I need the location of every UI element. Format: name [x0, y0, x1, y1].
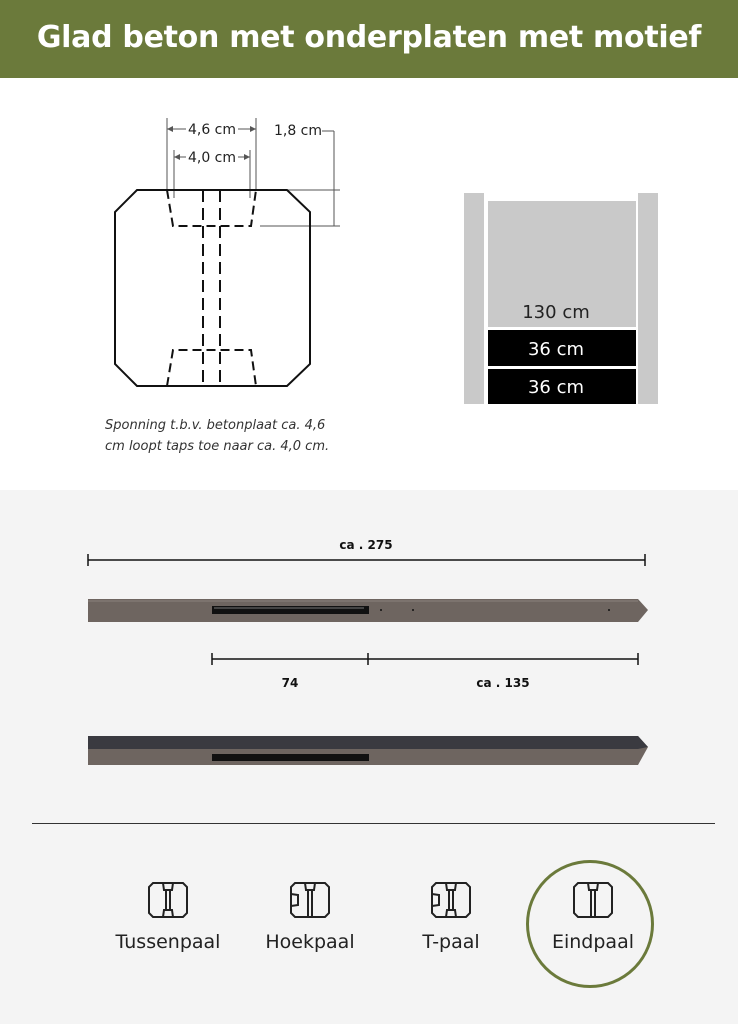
post-type-eindpaal[interactable]	[528, 875, 658, 953]
panel-elevation-drawing	[460, 188, 670, 418]
post-type-tussenpaal[interactable]	[103, 875, 233, 953]
section-divider	[32, 823, 715, 824]
segment-b-label: ca . 135	[476, 676, 530, 690]
hoekpaal-label: Hoekpaal	[265, 931, 355, 953]
post-length-drawing	[0, 490, 738, 790]
post-top-view	[88, 736, 648, 765]
tussenpaal-icon	[146, 875, 190, 923]
caption-line-1: Sponning t.b.v. betonplaat ca. 4,6	[105, 418, 326, 433]
page-header	[0, 0, 738, 78]
profile-caption	[105, 415, 345, 457]
post-side-view	[88, 599, 648, 622]
dim-outer-label: 4,6 cm	[187, 122, 237, 138]
dim-depth-label: 1,8 cm	[273, 123, 323, 139]
top-panel-label: 130 cm	[522, 302, 590, 323]
eindpaal-icon	[571, 875, 615, 923]
left-post	[464, 193, 484, 404]
t-paal-label: T-paal	[422, 931, 480, 953]
t-paal-icon	[429, 875, 473, 923]
tussenpaal-label: Tussenpaal	[115, 931, 221, 953]
total-length-label: ca . 275	[339, 538, 393, 552]
plate-1-label: 36 cm	[527, 339, 585, 360]
spec-section	[0, 78, 738, 490]
caption-line-2: cm loopt taps toe naar ca. 4,0 cm.	[105, 439, 330, 454]
page-title: Glad beton met onderplaten met motief	[36, 20, 702, 55]
right-post	[638, 193, 658, 404]
post-type-t-paal[interactable]	[386, 875, 516, 953]
hoekpaal-icon	[288, 875, 332, 923]
plate-2-label: 36 cm	[527, 377, 585, 398]
segment-a-label: 74	[281, 676, 299, 690]
eindpaal-label: Eindpaal	[551, 931, 634, 953]
post-profile-drawing	[0, 78, 360, 408]
post-section	[0, 490, 738, 1024]
dim-inner-label: 4,0 cm	[187, 150, 237, 166]
post-type-hoekpaal[interactable]	[245, 875, 375, 953]
